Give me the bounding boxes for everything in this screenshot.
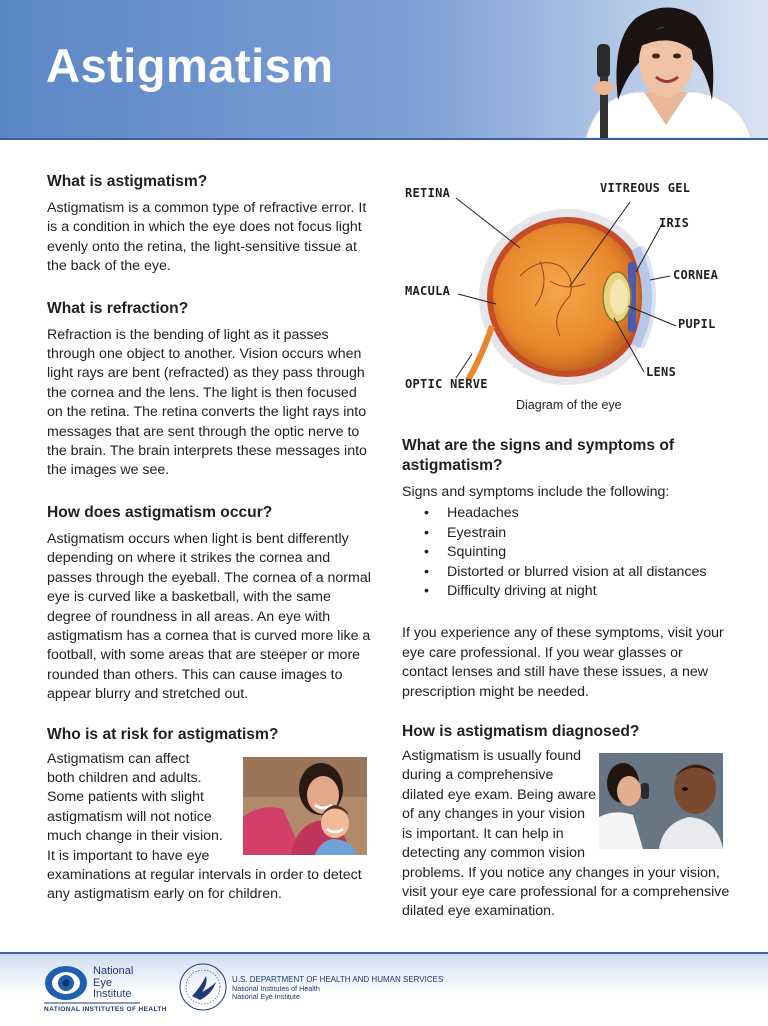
- text-line: of any changes in your vision: [402, 806, 585, 823]
- heading-what-is-refraction: What is refraction?: [47, 299, 189, 317]
- label-iris: IRIS: [659, 216, 690, 230]
- label-pupil: PUPIL: [678, 317, 716, 331]
- heading-how-does-astigmatism-occur: How does astigmatism occur?: [47, 503, 273, 521]
- doctor-photo: [556, 0, 768, 138]
- para-diagnosed-tail: problems. If you notice any changes in your vision, visit your eye care professional for a comprehensive dilated eye examination.: [402, 864, 730, 920]
- nei-name: [93, 966, 133, 1001]
- mother-child-photo: [243, 757, 367, 855]
- text-line: dilated eye exam. Being aware: [402, 786, 597, 803]
- list-item: • Difficulty driving at night: [424, 582, 732, 601]
- heading-signs-and-symptoms: What are the signs and symptoms of astigmatism?: [402, 437, 675, 474]
- nih-label: NATIONAL INSTITUTES OF HEALTH: [44, 1006, 167, 1013]
- text-line: Some patients with slight: [47, 789, 204, 806]
- list-item: • Distorted or blurred vision at all distances: [424, 563, 732, 582]
- text-line: detecting any common vision: [402, 845, 585, 862]
- nei-name-line: Eye: [93, 976, 112, 989]
- label-macula: MACULA: [405, 284, 451, 298]
- text-line: is important. It can help in: [402, 825, 564, 842]
- header-banner: [0, 0, 768, 138]
- para-what-is-refraction: Refraction is the bending of light as it passes through one object to another. Vision occurs when light rays are bent (refracted) as they pass through the cornea and the lens. The light is then focused on the retina. The retina converts the light rays into messages that are sent through the optic nerve to the brain. The brain interprets these messages into the images we see.: [47, 326, 367, 479]
- hhs-line: National Institutes of Health: [232, 983, 320, 993]
- hhs-line: U.S. DEPARTMENT OF HEALTH AND HUMAN SERVICES: [232, 975, 444, 984]
- heading-who-is-at-risk: Who is at risk for astigmatism?: [47, 725, 279, 743]
- heading-how-diagnosed: How is astigmatism diagnosed?: [402, 723, 640, 741]
- label-cornea: CORNEA: [673, 268, 719, 282]
- para-how-does-astigmatism-occur: Astigmatism occurs when light is bent differently depending on where it strikes the cornea and passes through the eyeball. The cornea of a normal eye is curved like a basketball, with the same degree of roundness in all areas. An eye with astigmatism has a cornea that is curved more like a football, with some areas that are steeper or more rounded than others. This can cause images to appear blurry and stretched out.: [47, 530, 371, 703]
- heading-what-is-astigmatism: What is astigmatism?: [47, 173, 208, 190]
- hhs-text: [232, 976, 443, 1002]
- label-vitreous-gel: VITREOUS GEL: [600, 181, 691, 195]
- text-line: Astigmatism can affect: [47, 750, 190, 767]
- hhs-line: National Eye Institute: [232, 992, 300, 1001]
- nei-name-line: National: [93, 965, 134, 977]
- symptoms-intro: Signs and symptoms include the following:: [402, 484, 670, 500]
- text-line: Astigmatism is usually found: [402, 748, 581, 765]
- text-line: astigmatism will not notice: [47, 808, 212, 825]
- text-line: It is important to have eye: [47, 847, 210, 864]
- para-what-is-astigmatism: Astigmatism is a common type of refractive error. It is a condition in which the eye does not focus light evenly onto the retina, the light-sensitive tissue at the back of the eye.: [47, 200, 367, 275]
- label-lens: LENS: [646, 365, 677, 379]
- nei-name-line: Institute: [93, 988, 132, 1000]
- symptoms-list: [402, 504, 732, 601]
- header-rule: [0, 138, 768, 140]
- label-retina: RETINA: [405, 186, 451, 200]
- page-title: Astigmatism: [46, 39, 334, 92]
- hhs-eagle-seal: [178, 962, 228, 1012]
- list-item: • Eyestrain: [424, 524, 732, 543]
- text-line: during a comprehensive: [402, 767, 554, 784]
- eye-exam-photo: [599, 753, 723, 849]
- label-optic-nerve: OPTIC NERVE: [405, 377, 488, 391]
- list-item: • Squinting: [424, 543, 732, 562]
- diagram-caption: Diagram of the eye: [516, 398, 622, 412]
- text-line: both children and adults.: [47, 769, 202, 786]
- para-who-is-at-risk-tail: examinations at regular intervals in order to detect any astigmatism early on for children.: [47, 866, 362, 903]
- text-line: much change in their vision.: [47, 828, 223, 845]
- symptoms-after: If you experience any of these symptoms, visit your eye care professional. If you wear glasses or contact lenses and still have these issues, a new prescription might be needed.: [402, 625, 724, 700]
- list-item: • Headaches: [424, 504, 732, 523]
